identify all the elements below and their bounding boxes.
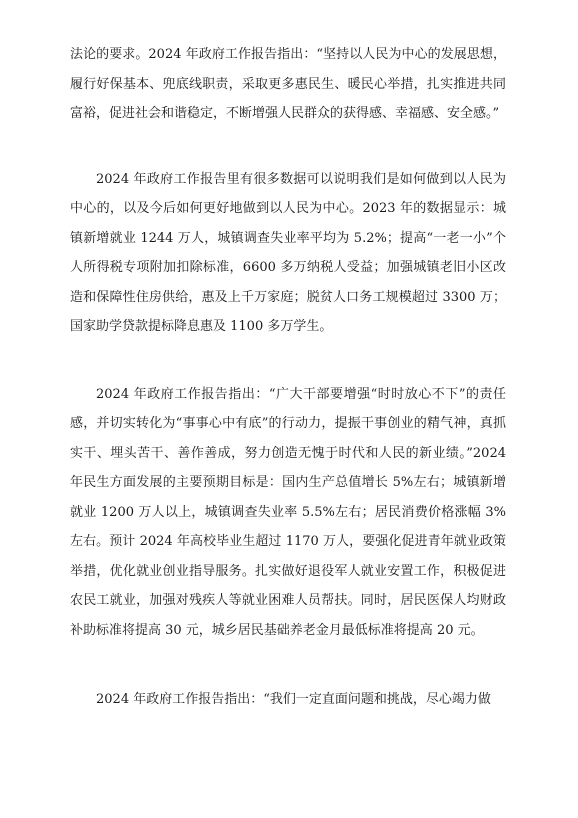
paragraph-challenges: 2024 年政府工作报告指出：“我们一定直面问题和挑战，尽心竭力做 bbox=[96, 692, 491, 707]
document-page bbox=[70, 40, 506, 715]
paragraph-2024-data: 2024 年政府工作报告里有很多数据可以说明我们是如何做到以人民为中心的，以及今后如何更好地做到以人民为中心。2023 年的数据显示：城镇新增就业 1244 万人，城镇调查失业率平均为 5.2%；提高“一老一小”个人所得税专项附加扣除标准，6600 多万纳税人受益；加强城镇老旧小区改造和保障性住房供给，惠及上千万家庭；脱贫人口务工规模超过 3300 万；国家助学贷款提标降息惠及 1100 多万学生。 bbox=[70, 171, 506, 334]
paragraph-livelihood-targets: 2024 年政府工作报告指出：“广大干部要增强“时时放心不下”的责任感，并切实转化为“事事心中有底”的行动力，提振干事创业的精气神，真抓实干、埋头苦干、善作善成，努力创造无愧于时代和人民的新业绩。”2024 年民生方面发展的主要预期目标是：国内生产总值增长 5%左右；城镇新增就业 1200 万人以上，城镇调查失业率 5.5%左右；居民消费价格涨幅 3%左右。预计 2024 年高校毕业生超过 1170 万人，要强化促进青年就业政策举措，优化就业创业指导服务。扎实做好退役军人就业安置工作，积极促进农民工就业，加强对残疾人等就业困难人员帮扶。同时，居民医保人均财政补助标准将提高 30 元，城乡居民基础养老金月最低标准将提高 20 元。 bbox=[70, 386, 506, 638]
paragraph-continued: 法论的要求。2024 年政府工作报告指出：“坚持以人民为中心的发展思想，履行好保基本、兜底线职责，采取更多惠民生、暖民心举措，扎实推进共同富裕，促进社会和谐稳定，不断增强人民群众的获得感、幸福感、安全感。” bbox=[70, 47, 506, 121]
